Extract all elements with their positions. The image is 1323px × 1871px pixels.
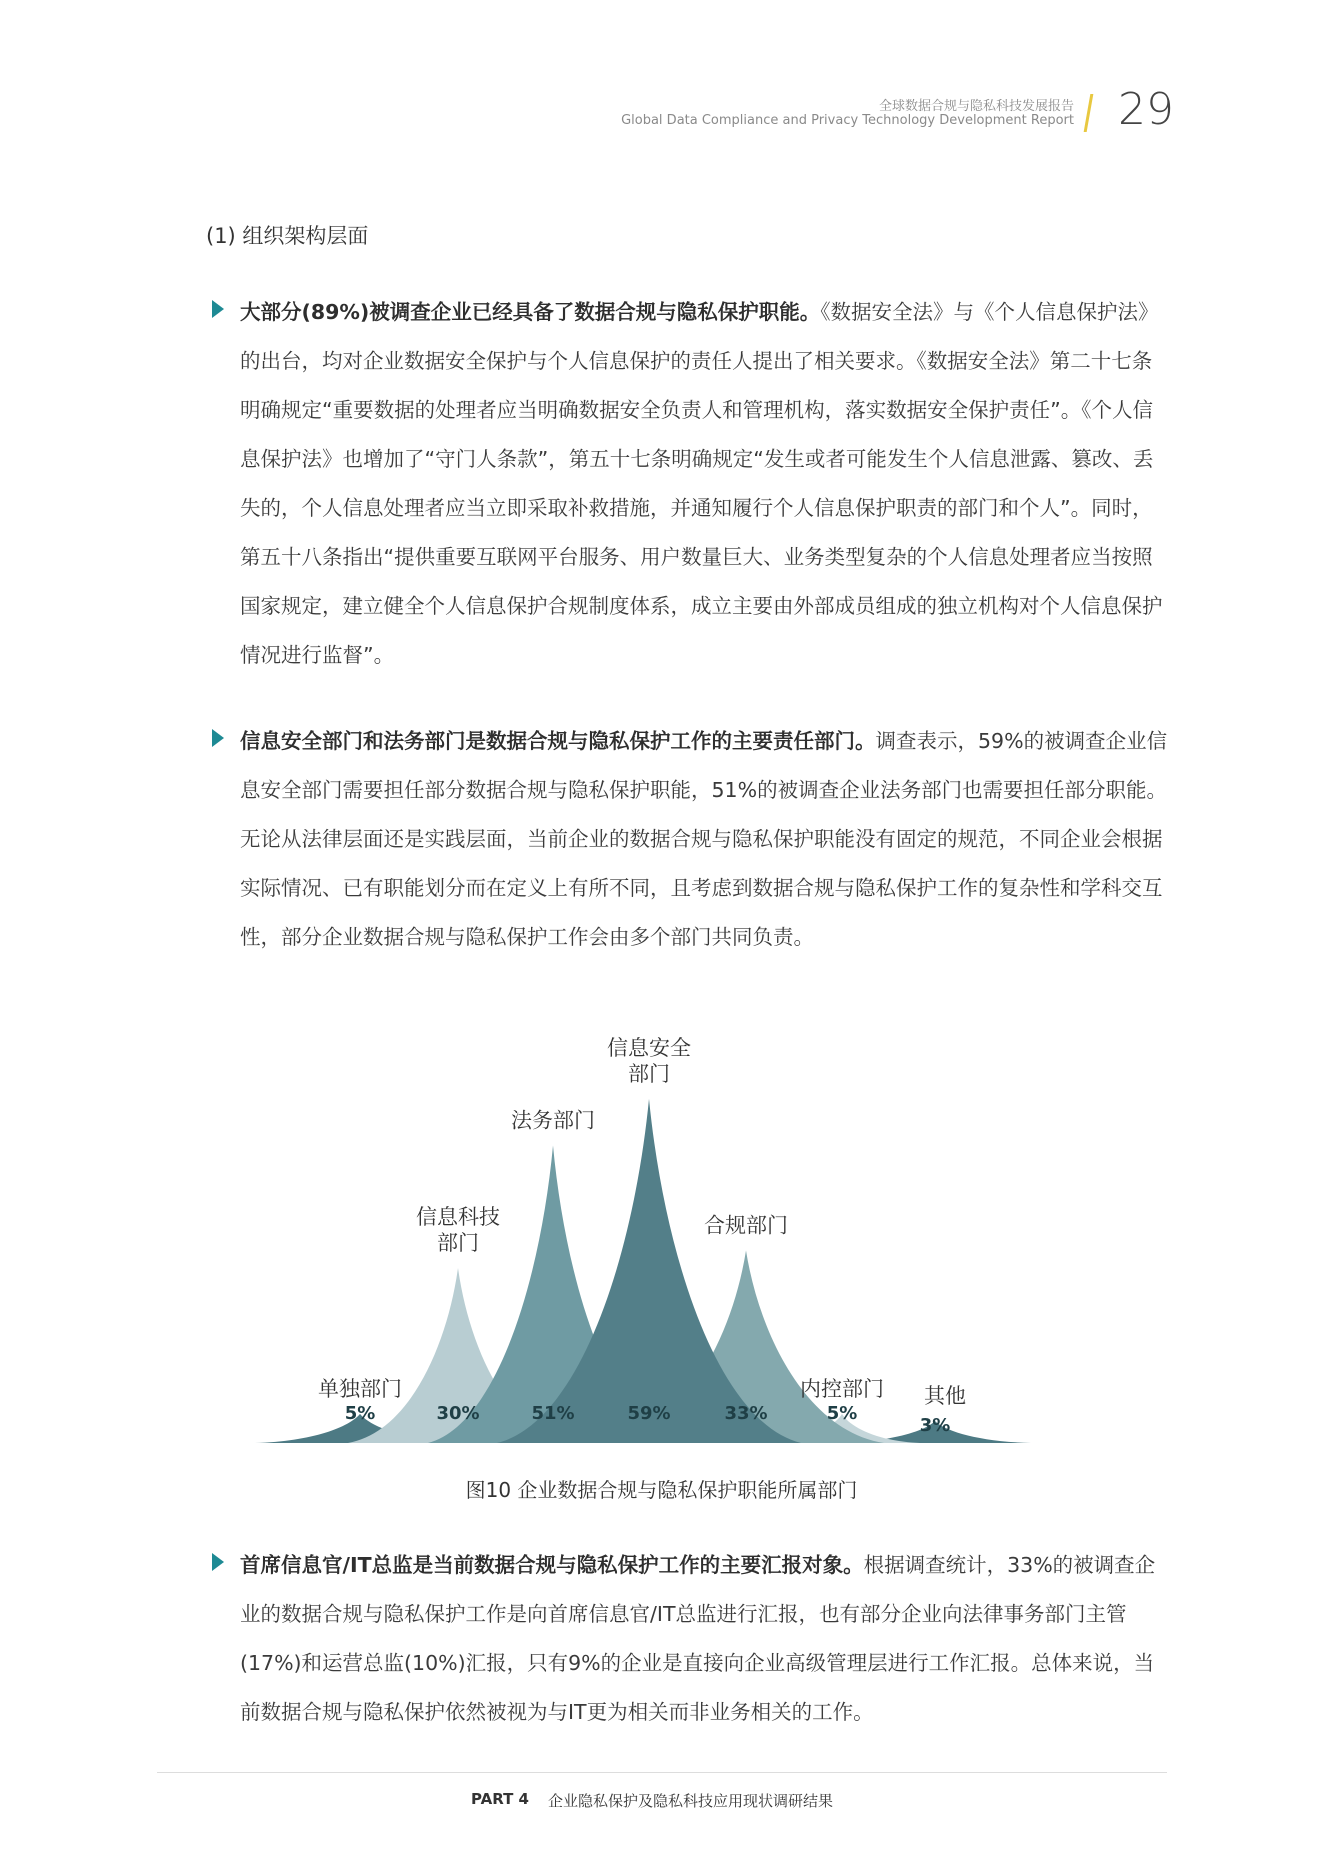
report-title-cn: 全球数据合规与隐私科技发展报告: [878, 99, 1074, 114]
chart-category-label: 其他: [924, 1384, 966, 1408]
chart-value-label: 30%: [436, 1403, 480, 1424]
bullet-paragraph-2: [240, 717, 1172, 962]
bullet-arrow-icon: [212, 1553, 224, 1571]
bullet-body: 调查表示，59%的被调查企业信息安全部门需要担任部分数据合规与隐私保护职能，51%的被调查企业法务部门也需要担任部分职能。无论从法律层面还是实践层面，当前企业的数据合规与隐私保护职能没有固定的规范，不同企业会根据实际情况、已有职能划分而在定义上有所不同，且考虑到数据合规与隐私保护工作的复杂性和学科交互性，部分企业数据合规与隐私保护工作会由多个部门共同负责。: [240, 729, 1168, 949]
department-chart: [240, 1025, 1170, 1450]
bullet-body: 《数据安全法》与《个人信息保护法》的出台，均对企业数据安全保护与个人信息保护的责任人提出了相关要求。《数据安全法》第二十七条明确规定“重要数据的处理者应当明确数据安全负责人和管理机构，落实数据安全保护责任”。《个人信息保护法》也增加了“守门人条款”，第五十七条明确规定“发生或者可能发生个人信息泄露、篡改、丢失的，个人信息处理者应当立即采取补救措施，并通知履行个人信息保护职责的部门和个人”。同时，第五十八条指出“提供重要互联网平台服务、用户数量巨大、业务类型复杂的个人信息处理者应当按照国家规定，建立健全个人信息保护合规制度体系，成立主要由外部成员组成的独立机构对个人信息保护情况进行监督”。: [240, 300, 1163, 667]
bullet-arrow-icon: [212, 729, 224, 747]
chart-value-label: 5%: [826, 1403, 858, 1424]
chart-value-label: 5%: [344, 1403, 376, 1424]
chart-category-label: 内控部门: [800, 1376, 884, 1401]
bullet-paragraph-3: [240, 1541, 1172, 1737]
bullet-paragraph-1: [240, 288, 1172, 680]
chart-caption: 图10 企业数据合规与隐私保护职能所属部门: [465, 1478, 858, 1502]
bullet-body: 根据调查统计，33%的被调查企业的数据合规与隐私保护工作是向首席信息官/IT总监进行汇报，也有部分企业向法律事务部门主管(17%)和运营总监(10%)汇报，只有9%的企业是直接向企业高级管理层进行工作汇报。总体来说，当前数据合规与隐私保护依然被视为与IT更为相关而非业务相关的工作。: [240, 1553, 1156, 1724]
bullet-arrow-icon: [212, 300, 224, 318]
bullet-lead: 首席信息官/IT总监是当前数据合规与隐私保护工作的主要汇报对象。: [240, 1553, 864, 1577]
bullet-lead: 信息安全部门和法务部门是数据合规与隐私保护工作的主要责任部门。: [240, 729, 876, 753]
chart-category-label: 法务部门: [511, 1108, 595, 1133]
chart-category-label: 单独部门: [318, 1376, 402, 1401]
chart-value-label: 59%: [627, 1403, 671, 1424]
bullet-lead: 大部分(89%)被调查企业已经具备了数据合规与隐私保护职能。: [240, 300, 821, 324]
chart-category-label: 信息安全部门: [607, 1035, 691, 1086]
section-heading: (1) 组织架构层面: [206, 224, 369, 248]
chart-value-label: 51%: [531, 1403, 575, 1424]
header-accent-bar: [1084, 94, 1094, 132]
chart-category-label: 合规部门: [704, 1213, 788, 1238]
footer-title: 企业隐私保护及隐私科技应用现状调研结果: [548, 1792, 834, 1810]
page-number: 29: [1118, 84, 1174, 135]
chart-category-label: 信息科技部门: [416, 1205, 500, 1255]
footer-part: PART 4: [471, 1790, 529, 1808]
report-title-en: Global Data Compliance and Privacy Technology Development Report: [621, 113, 1074, 128]
chart-value-label: 33%: [724, 1403, 768, 1424]
footer-divider: [157, 1772, 1167, 1773]
chart-value-label: 3%: [919, 1415, 951, 1436]
